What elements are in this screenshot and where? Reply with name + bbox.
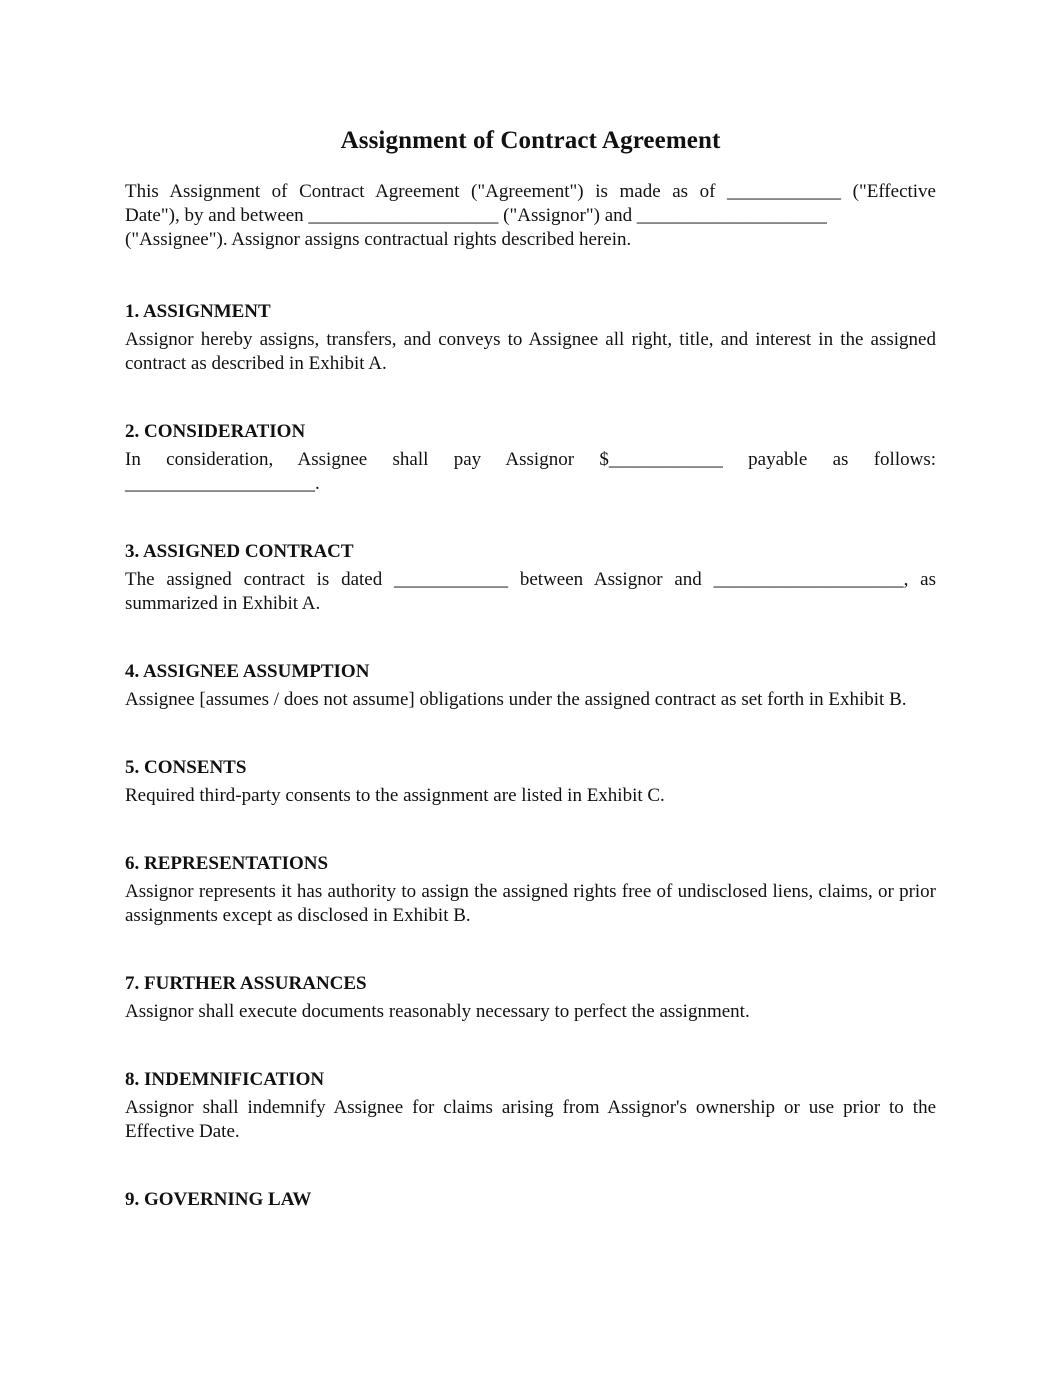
section-further-assurances bbox=[125, 972, 936, 1024]
section-body: Assignor shall execute documents reasonably necessary to perfect the assignment. bbox=[125, 1001, 750, 1022]
intro-line-3: ("Assignee"). Assignor assigns contractual rights described herein. bbox=[125, 229, 632, 250]
section-heading: 5. CONSENTS bbox=[125, 757, 247, 778]
section-body: The assigned contract is dated ____________ between Assignor and ____________________, as summarized in Exhibit A. bbox=[125, 569, 936, 614]
section-indemnification bbox=[125, 1068, 936, 1144]
section-body: Assignor represents it has authority to assign the assigned rights free of undisclosed liens, claims, or prior assignments except as disclosed in Exhibit B. bbox=[125, 881, 936, 926]
section-representations bbox=[125, 852, 936, 928]
section-body: Assignee [assumes / does not assume] obligations under the assigned contract as set forth in Exhibit B. bbox=[125, 689, 907, 710]
section-heading: 3. ASSIGNED CONTRACT bbox=[125, 541, 354, 562]
section-heading: 4. ASSIGNEE ASSUMPTION bbox=[125, 661, 370, 682]
section-heading: 7. FURTHER ASSURANCES bbox=[125, 973, 367, 994]
section-body: Assignor hereby assigns, transfers, and conveys to Assignee all right, title, and interest in the assigned contract as described in Exhibit A. bbox=[125, 329, 936, 374]
section-assignment bbox=[125, 300, 936, 376]
document-title: Assignment of Contract Agreement bbox=[340, 127, 721, 154]
section-consideration bbox=[125, 420, 936, 496]
section-body: Assignor shall indemnify Assignee for claims arising from Assignor's ownership or use prior to the Effective Date. bbox=[125, 1097, 936, 1142]
section-assignee-assumption bbox=[125, 660, 936, 712]
section-heading: 6. REPRESENTATIONS bbox=[125, 853, 329, 874]
section-governing-law bbox=[125, 1188, 936, 1212]
section-body-line-1: In consideration, Assignee shall pay Assignor $____________ payable as follows: bbox=[125, 449, 936, 470]
section-assigned-contract bbox=[125, 540, 936, 616]
section-heading: 8. INDEMNIFICATION bbox=[125, 1069, 325, 1090]
section-body-line-2: ____________________. bbox=[125, 473, 320, 494]
document-content bbox=[125, 124, 936, 1216]
intro-paragraph bbox=[125, 180, 936, 252]
intro-line-2: Date"), by and between ____________________ ("Assignor") and ____________________ bbox=[125, 205, 827, 226]
intro-line-1: This Assignment of Contract Agreement ("Agreement") is made as of ____________ ("Effective bbox=[125, 181, 936, 202]
section-heading: 1. ASSIGNMENT bbox=[125, 301, 271, 322]
section-heading: 2. CONSIDERATION bbox=[125, 421, 306, 442]
section-consents bbox=[125, 756, 936, 808]
section-body: Required third-party consents to the assignment are listed in Exhibit C. bbox=[125, 785, 665, 806]
section-heading: 9. GOVERNING LAW bbox=[125, 1189, 312, 1210]
